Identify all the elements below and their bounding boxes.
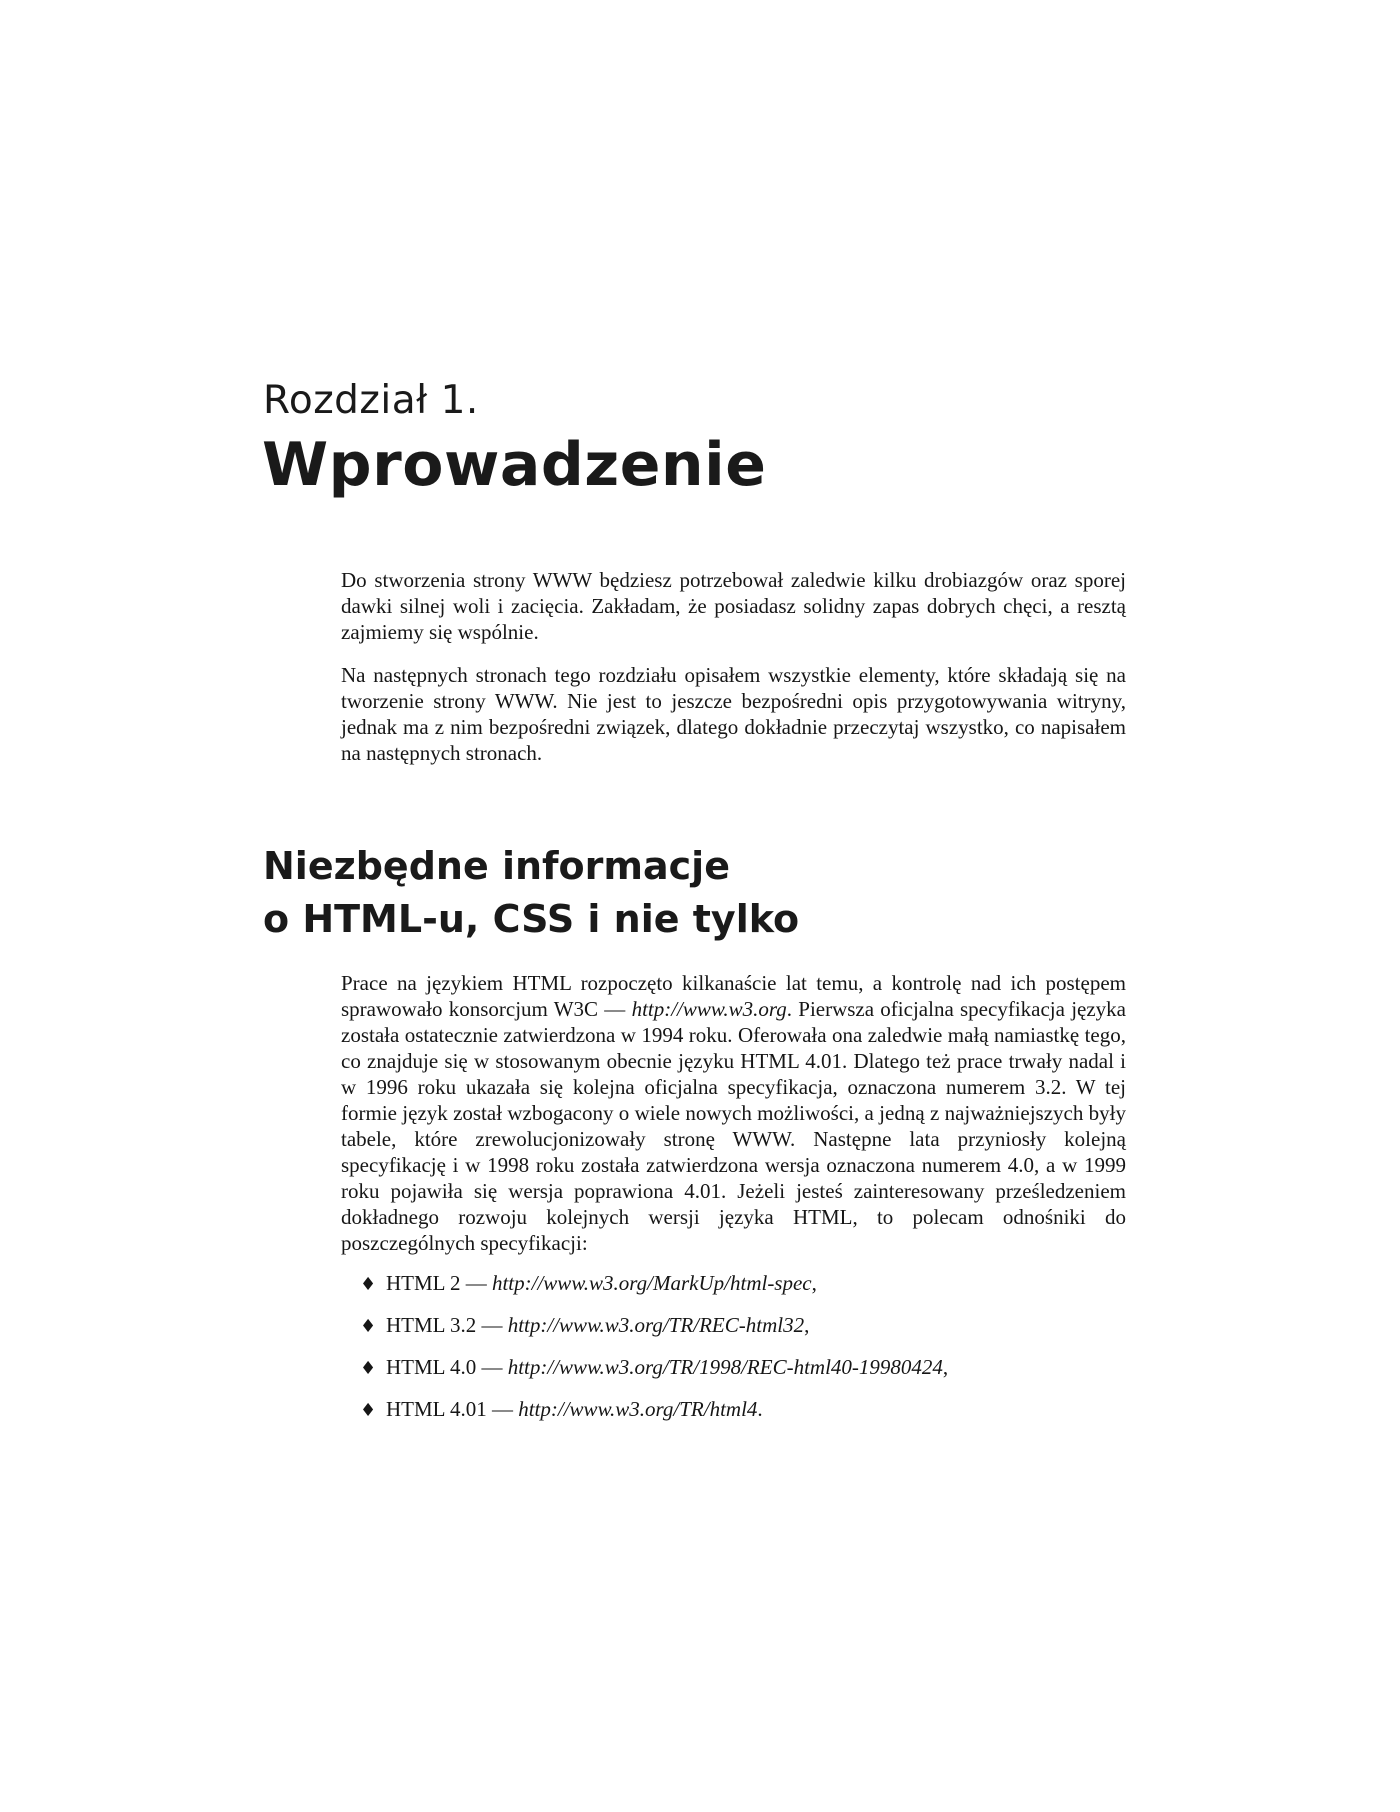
spec-separator: — bbox=[476, 1355, 508, 1379]
list-item bbox=[360, 1396, 1126, 1424]
spec-list bbox=[341, 1270, 1126, 1424]
list-item bbox=[360, 1354, 1126, 1382]
spec-punctuation: . bbox=[757, 1397, 763, 1421]
intro-section bbox=[341, 567, 1126, 766]
w3c-link[interactable]: http://www.w3.org bbox=[631, 997, 787, 1021]
spec-link[interactable]: http://www.w3.org/TR/1998/REC-html40-19980424 bbox=[507, 1355, 943, 1379]
paragraph-text: Prace na językiem HTML rozpoczęto kilkanaście lat temu, a kontrolę nad ich postępem sprawowało konsorcjum W3C — bbox=[341, 971, 1126, 1021]
diamond-bullet-icon: ♦ bbox=[360, 1316, 377, 1337]
section-heading-line: o HTML-u, CSS i nie tylko bbox=[263, 897, 800, 941]
spec-name: HTML 4.01 bbox=[386, 1397, 487, 1421]
spec-name: HTML 4.0 bbox=[386, 1355, 477, 1379]
section-paragraph bbox=[341, 970, 1126, 1256]
section-heading bbox=[263, 840, 799, 946]
intro-paragraph: Na następnych stronach tego rozdziału opisałem wszystkie elementy, które składają się na tworzenie strony WWW. Nie jest to jeszcze bezpośredni opis przygotowywania witryny, jednak ma z nim bezpośredni związek, dlatego dokładnie przeczytaj wszystko, co napisałem na następnych stronach. bbox=[341, 663, 1126, 765]
spec-separator: — bbox=[476, 1313, 508, 1337]
chapter-title: Wprowadzenie bbox=[262, 430, 767, 500]
diamond-bullet-icon: ♦ bbox=[360, 1400, 377, 1421]
section-body bbox=[341, 970, 1126, 1438]
spec-separator: — bbox=[486, 1397, 519, 1421]
section-heading-line: Niezbędne informacje bbox=[263, 844, 730, 888]
chapter-number: Rozdział 1. bbox=[263, 378, 479, 423]
list-item bbox=[360, 1270, 1126, 1298]
intro-paragraph: Do stworzenia strony WWW będziesz potrzebował zaledwie kilku drobiazgów oraz sporej dawki silnej woli i zacięcia. Zakładam, że posiadasz solidny zapas dobrych chęci, a resztą zajmiemy się wspólnie. bbox=[341, 568, 1126, 644]
paragraph-text: . Pierwsza oficjalna specyfikacja języka została ostatecznie zatwierdzona w 1994 roku. Oferowała ona zaledwie małą namiastkę tego, co znajduje się w stosowanym obecnie języku HTML 4.01. Dlatego też prace trwały nadal i w 1996 roku ukazała się kolejna oficjalna specyfikacja, oznaczona numerem 3.2. W tej formie język został wzbogacony o wiele nowych możliwości, a jedną z najważniejszych były tabele, które zrewolucjonizowały stronę WWW. Następne lata przyniosły kolejną specyfikację i w 1998 roku została zatwierdzona wersja oznaczona numerem 4.0, a w 1999 roku pojawiła się wersja poprawiona 4.01. Jeżeli jesteś zainteresowany prześledzeniem dokładnego rozwoju kolejnych wersji języka HTML, to polecam odnośniki do poszczególnych specyfikacji: bbox=[341, 997, 1126, 1255]
spec-link[interactable]: http://www.w3.org/TR/REC-html32 bbox=[507, 1313, 805, 1337]
diamond-bullet-icon: ♦ bbox=[360, 1358, 377, 1379]
spec-name: HTML 3.2 bbox=[386, 1313, 477, 1337]
spec-punctuation: , bbox=[804, 1313, 810, 1337]
spec-link[interactable]: http://www.w3.org/MarkUp/html-spec bbox=[491, 1271, 812, 1295]
list-item bbox=[360, 1312, 1126, 1340]
spec-punctuation: , bbox=[942, 1355, 949, 1379]
spec-punctuation: , bbox=[811, 1271, 817, 1295]
spec-name: HTML 2 bbox=[386, 1271, 461, 1295]
spec-link[interactable]: http://www.w3.org/TR/html4 bbox=[518, 1397, 758, 1421]
diamond-bullet-icon: ♦ bbox=[360, 1274, 377, 1295]
spec-separator: — bbox=[460, 1271, 492, 1295]
